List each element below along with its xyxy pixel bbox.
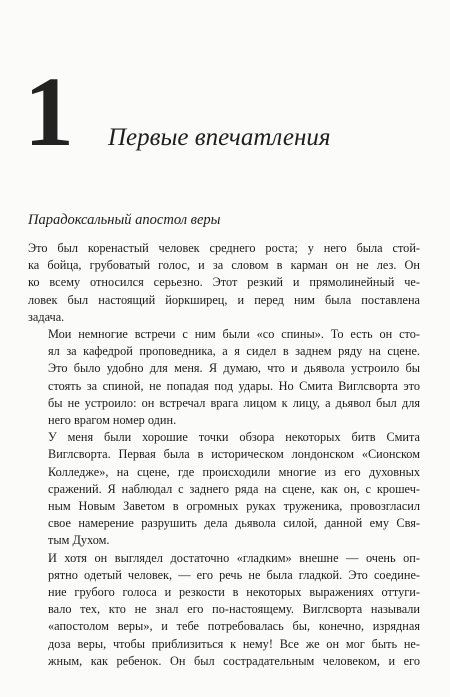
text-line: Колледже», на сцене, где происходили многие из его духовных: [48, 464, 420, 479]
text-line: бы не устроило: он встречал врага лицом к лицу, а дьявол был для: [48, 395, 420, 410]
text-line: Мои немногие встречи с ним были «со спины». То есть он сто-: [48, 327, 420, 342]
text-line: Виглсворта. Первая была в историческом лондонском «Сионском: [48, 447, 420, 462]
text-line: сражений. Я наблюдал с заднего ряда на сцене, как он, с крошеч-: [48, 481, 420, 496]
text-line: «апостолом веры», и тебе потребовалась бы, конечно, изрядная: [48, 619, 420, 634]
text-line: доза веры, чтобы приблизиться к нему! Все же он мог быть не-: [48, 636, 420, 651]
paragraph: [28, 429, 420, 549]
body-text: [28, 240, 420, 670]
text-line: ловек был настоящий йоркширец, и перед ним была поставлена: [28, 292, 420, 307]
paragraph: [28, 240, 420, 326]
text-line: тым Духом.: [48, 533, 110, 548]
text-line: У меня были хорошие точки обзора некоторых битв Смита: [48, 430, 420, 445]
text-line: ным Новым Заветом в огромных руках труженика, провозгласил: [48, 499, 420, 514]
text-line: стоять за спиной, не попадая под удары. Но Смита Виглсворта это: [48, 378, 420, 393]
text-line: свое намерение разрушить дела дьявола силой, данной ему Свя-: [48, 516, 420, 531]
text-line: рятно одетый человек, — его речь не была гладкой. Это соедине-: [48, 567, 420, 582]
text-line: ка бойца, грубоватый голос, и за словом в карман он не лез. Он: [28, 258, 420, 273]
text-line: ко всему относился серьезно. Этот резкий и прямолинейный че-: [28, 275, 420, 290]
text-line: вало тех, кто не знал его по-настоящему. Виглсворта называли: [48, 602, 420, 617]
text-line: Это было удобно для меня. Я думаю, что и дьявола устроило бы: [48, 361, 420, 376]
chapter-number: 1: [24, 56, 74, 167]
chapter-title: Первые впечатления: [108, 124, 331, 151]
section-title: Парадоксальный апостол веры: [28, 212, 221, 228]
text-line: ял за кафедрой проповедника, а я сидел в заднем ряду на сцене.: [48, 344, 420, 359]
paragraph: [28, 550, 420, 670]
paragraph: [28, 326, 420, 429]
text-line: задача.: [28, 309, 65, 324]
text-line: ние грубого голоса и резкости в некоторых выражениях оттуги-: [48, 585, 420, 600]
text-line: него врагом номер один.: [48, 413, 177, 428]
text-line: жным, как ребенок. Он был сострадательным человеком, и его: [48, 653, 420, 668]
text-line: И хотя он выглядел достаточно «гладким» внешне — очень оп-: [48, 550, 420, 565]
text-line: Это был коренастый человек среднего роста; у него была стой-: [28, 241, 420, 255]
